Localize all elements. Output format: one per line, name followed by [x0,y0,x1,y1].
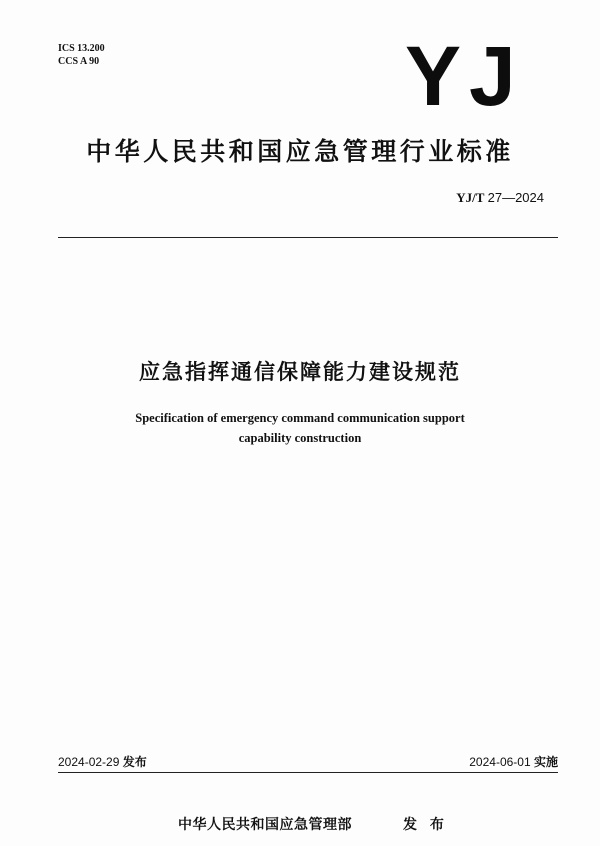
issue-date-value: 2024-02-29 [58,755,120,769]
issue-label: 发布 [122,755,147,769]
classification-codes [58,42,105,68]
implement-date-value: 2024-06-01 [469,755,531,769]
issue-date [58,753,147,770]
title-en-line1: Specification of emergency command communication support [135,411,465,425]
bottom-divider [58,772,558,773]
document-title-cn: 应急指挥通信保障能力建设规范 [139,360,461,384]
implementation-date [469,753,558,770]
industry-standard-title: 中华人民共和国应急管理行业标准 [86,137,514,166]
ics-code: ICS 13.200 [58,43,105,54]
standard-number [456,190,544,206]
ccs-code: CCS A 90 [58,56,100,67]
publisher-name: 中华人民共和国应急管理部 [178,817,352,833]
top-divider [58,237,558,238]
standard-number-prefix: YJ/T [456,190,485,205]
title-en-line2: capability construction [238,431,362,445]
implement-label: 实施 [533,755,558,769]
yj-logo: YJ [405,29,524,123]
document-title-en [0,408,600,448]
publish-label: 发 布 [403,817,448,833]
standard-number-value: 27—2024 [487,190,544,205]
